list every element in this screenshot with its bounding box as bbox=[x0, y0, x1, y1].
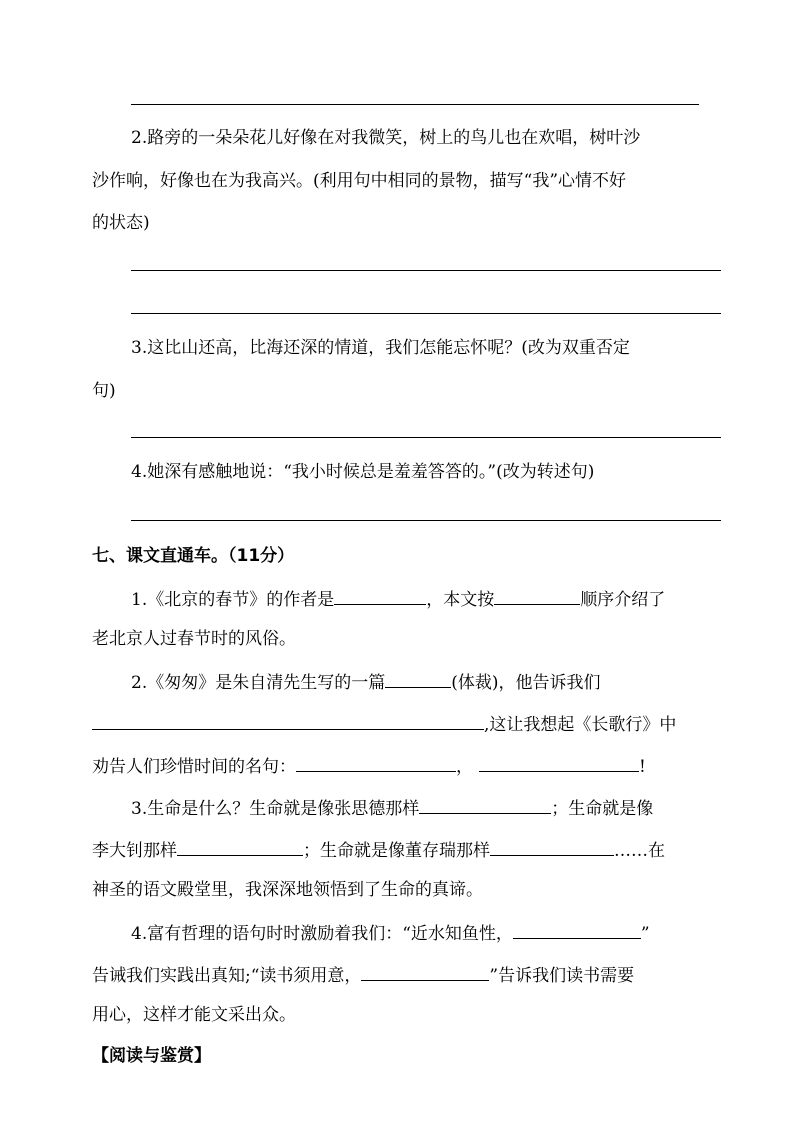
question-text: ；生命就是像董存瑞那样 bbox=[303, 841, 490, 861]
s7-question-2-line-3 bbox=[92, 753, 646, 778]
question-text: ” bbox=[640, 924, 650, 944]
question-text: ”告诉我们读书需要 bbox=[489, 966, 635, 986]
question-text: ， bbox=[456, 757, 473, 777]
fill-blank[interactable] bbox=[385, 669, 451, 688]
question-text: 2.《匆匆》是朱自清先生写的一篇 bbox=[131, 673, 386, 693]
s7-question-4-line-2 bbox=[92, 962, 634, 987]
question-text: 告诫我们实践出真知;“读书须用意， bbox=[92, 966, 362, 986]
fill-blank[interactable] bbox=[334, 586, 426, 605]
s7-question-3-line-1 bbox=[131, 795, 653, 820]
question-text: 1.《北京的春节》的作者是 bbox=[131, 590, 335, 610]
question-text: 4.富有哲理的语句时时激励着我们：“近水知鱼性， bbox=[131, 924, 513, 944]
question-2-line-1: 2.路旁的一朵朵花儿好像在对我微笑，树上的鸟儿也在欢唱，树叶沙 bbox=[131, 128, 641, 148]
question-text: 3.生命是什么？生命就是像张思德那样 bbox=[131, 799, 420, 819]
question-2-line-3: 的状态) bbox=[92, 213, 150, 233]
s7-question-2-line-1 bbox=[131, 669, 601, 694]
s7-question-1-line-1 bbox=[131, 586, 665, 611]
answer-line[interactable] bbox=[131, 313, 721, 314]
question-text: 李大钊那样 bbox=[92, 841, 177, 861]
fill-blank[interactable] bbox=[361, 962, 489, 981]
fill-blank[interactable] bbox=[92, 711, 484, 730]
fill-blank[interactable] bbox=[419, 795, 551, 814]
reading-section-heading: 【阅读与鉴赏】 bbox=[92, 1046, 211, 1066]
question-3-line-2: 句) bbox=[92, 381, 116, 401]
question-text: ，本文按 bbox=[426, 590, 495, 610]
question-2-line-2: 沙作响，好像也在为我高兴。(利用句中相同的景物，描写“我”心情不好 bbox=[92, 171, 627, 191]
question-text: ! bbox=[639, 757, 646, 777]
s7-question-3-line-2 bbox=[92, 837, 665, 862]
fill-blank[interactable] bbox=[513, 920, 641, 939]
s7-question-3-line-3: 神圣的语文殿堂里，我深深地领悟到了生命的真谛。 bbox=[92, 880, 483, 900]
fill-blank[interactable] bbox=[296, 753, 456, 772]
fill-blank[interactable] bbox=[494, 586, 580, 605]
question-4-line-1: 4.她深有感触地说：“我小时候总是羞羞答答的。”(改为转述句) bbox=[131, 462, 595, 482]
question-text: ……在 bbox=[614, 841, 665, 861]
fill-blank[interactable] bbox=[490, 837, 614, 856]
answer-line[interactable] bbox=[131, 104, 699, 105]
question-text: ,这让我想起《长歌行》中 bbox=[484, 715, 677, 735]
fill-blank[interactable] bbox=[479, 753, 639, 772]
answer-line[interactable] bbox=[131, 270, 721, 271]
question-3-line-1: 3.这比山还高，比海还深的情道，我们怎能忘怀呢？(改为双重否定 bbox=[131, 338, 630, 358]
s7-question-4-line-3: 用心，这样才能文采出众。 bbox=[92, 1005, 296, 1025]
answer-line[interactable] bbox=[131, 520, 721, 521]
section-heading: 七、课文直通车。（11分） bbox=[92, 546, 295, 566]
question-text: 劝告人们珍惜时间的名句： bbox=[92, 757, 296, 777]
s7-question-2-line-2 bbox=[92, 711, 676, 736]
s7-question-1-line-2: 老北京人过春节时的风俗。 bbox=[92, 629, 296, 649]
question-text: 顺序介绍了 bbox=[580, 590, 666, 610]
question-text: ；生命就是像 bbox=[551, 799, 654, 819]
s7-question-4-line-1 bbox=[131, 920, 650, 945]
fill-blank[interactable] bbox=[177, 837, 303, 856]
answer-line[interactable] bbox=[131, 437, 721, 438]
question-text: (体裁)，他告诉我们 bbox=[451, 673, 601, 693]
